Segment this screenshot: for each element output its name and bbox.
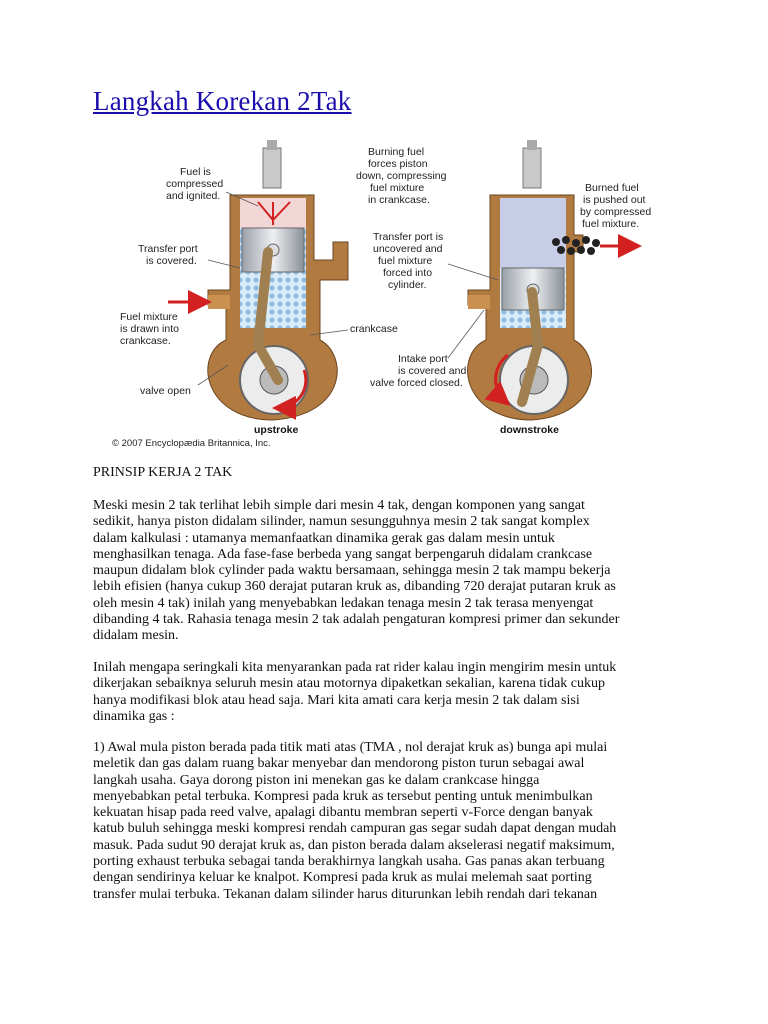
text-line: oleh mesin 4 tak) inilah yang menyebabkan ledakan tenaga mesin 2 tak terasa menyengat: [93, 595, 594, 611]
paragraph-1: [93, 498, 685, 645]
text-line: menghasilkan tenaga. Ada fase-fase berbeda yang sangat berpengaruh didalam crankcase: [93, 546, 593, 562]
label-fuel-mixture-drawn: Fuel mixture is drawn into crankcase.: [120, 311, 179, 347]
label-upstroke: upstroke: [254, 424, 299, 436]
section-heading: PRINSIP KERJA 2 TAK: [93, 465, 233, 480]
text-line: didalam mesin.: [93, 628, 179, 644]
label-crankcase: crankcase: [350, 323, 398, 335]
text-line: porting exhaust terbuka sebagai tanda berakhirnya langkah usaha. Gas panas akan terbuang: [93, 854, 605, 870]
text-line: meletik dan gas dalam ruang bakar menyebar dan mendorong piston turun sebagai awal: [93, 756, 585, 772]
text-line: dinamika gas :: [93, 708, 175, 724]
text-line: Meski mesin 2 tak terlihat lebih simple dari mesin 4 tak, dengan komponen yang sangat: [93, 498, 585, 513]
label-burned-fuel: Burned fuel is pushed out by compressed fuel mixture.: [580, 182, 652, 230]
text-line: dibanding 4 tak. Rahasia tenaga mesin 2 tak adalah pengaturan kompresi primer dan sekunder: [93, 612, 620, 628]
text-line: 1) Awal mula piston berada pada titik mati atas (TMA , nol derajat kruk as) bunga api mulai: [93, 740, 608, 755]
label-downstroke: downstroke: [500, 424, 559, 436]
text-line: transfer mulai terbuka. Tekanan dalam silinder harus diturunkan lebih rendah dari tekanan: [93, 886, 598, 902]
two-stroke-illustration: [108, 140, 668, 452]
text-line: hanya modifikasi blok atau head saja. Mari kita amati cara kerja mesin 2 tak dalam sisi: [93, 692, 580, 708]
paragraph-3: [93, 740, 685, 903]
label-valve-open: valve open: [140, 385, 191, 397]
text-line: Inilah mengapa seringkali kita menyarankan pada rat rider kalau ingin mengirim mesin untuk: [93, 660, 617, 675]
engine-diagram: [108, 140, 668, 452]
text-line: maupun didalam blok cylinder pada waktu bersamaan, sehingga mesin 2 tak mampu bekerja: [93, 563, 611, 579]
text-line: kekuatan hisap pada reed valve, apalagi dibantu membran seperti v-Force dengan banyak: [93, 805, 593, 821]
text-line: dalam kalkulasi : utamanya memanfaatkan dinamika gerak gas dalam mesin untuk: [93, 530, 555, 546]
text-line: menyebabkan petal terbuka. Kompresi pada kruk as tersebut penting untuk menimbulkan: [93, 788, 593, 804]
text-line: langkah usaha. Gaya dorong piston ini menekan gas ke dalam crankcase hingga: [93, 772, 540, 788]
label-transfer-covered: Transfer port is covered.: [138, 243, 198, 267]
label-burning-fuel: Burning fuel forces piston down, compressing fuel mixture in crankcase.: [356, 146, 447, 206]
label-transfer-uncovered: Transfer port is uncovered and fuel mixture forced into cylinder.: [373, 231, 444, 291]
label-intake-covered: Intake port is covered and valve forced closed.: [370, 353, 467, 389]
label-fuel-compressed: Fuel is compressed and ignited.: [166, 166, 224, 202]
text-line: masuk. Pada sudut 90 derajat kruk as, dan piston berada dalam akselerasi negatif maksimum,: [93, 837, 615, 853]
text-line: sedikit, hanya piston didalam silinder, namun sesungguhnya mesin 2 tak sangat komplex: [93, 514, 590, 530]
paragraph-2: [93, 660, 685, 725]
text-line: dengan sendirinya keluar ke knalpot. Kompresi pada kruk as mulai melemah saat porting: [93, 870, 592, 886]
figure-copyright: © 2007 Encyclopædia Britannica, Inc.: [112, 438, 271, 449]
text-line: dikerjakan sebaiknya seluruh mesin atau motornya dipaketkan sekalian, karena tidak cukup: [93, 676, 605, 692]
text-line: katub buluh sehingga meski kompresi rendah campuran gas segar sudah dapat dengan mudah: [93, 821, 617, 837]
page-title[interactable]: Langkah Korekan 2Tak: [93, 86, 352, 116]
text-line: lebih efisien (hanya cukup 360 derajat putaran kruk as, dibanding 720 derajat putaran kruk as: [93, 579, 616, 595]
